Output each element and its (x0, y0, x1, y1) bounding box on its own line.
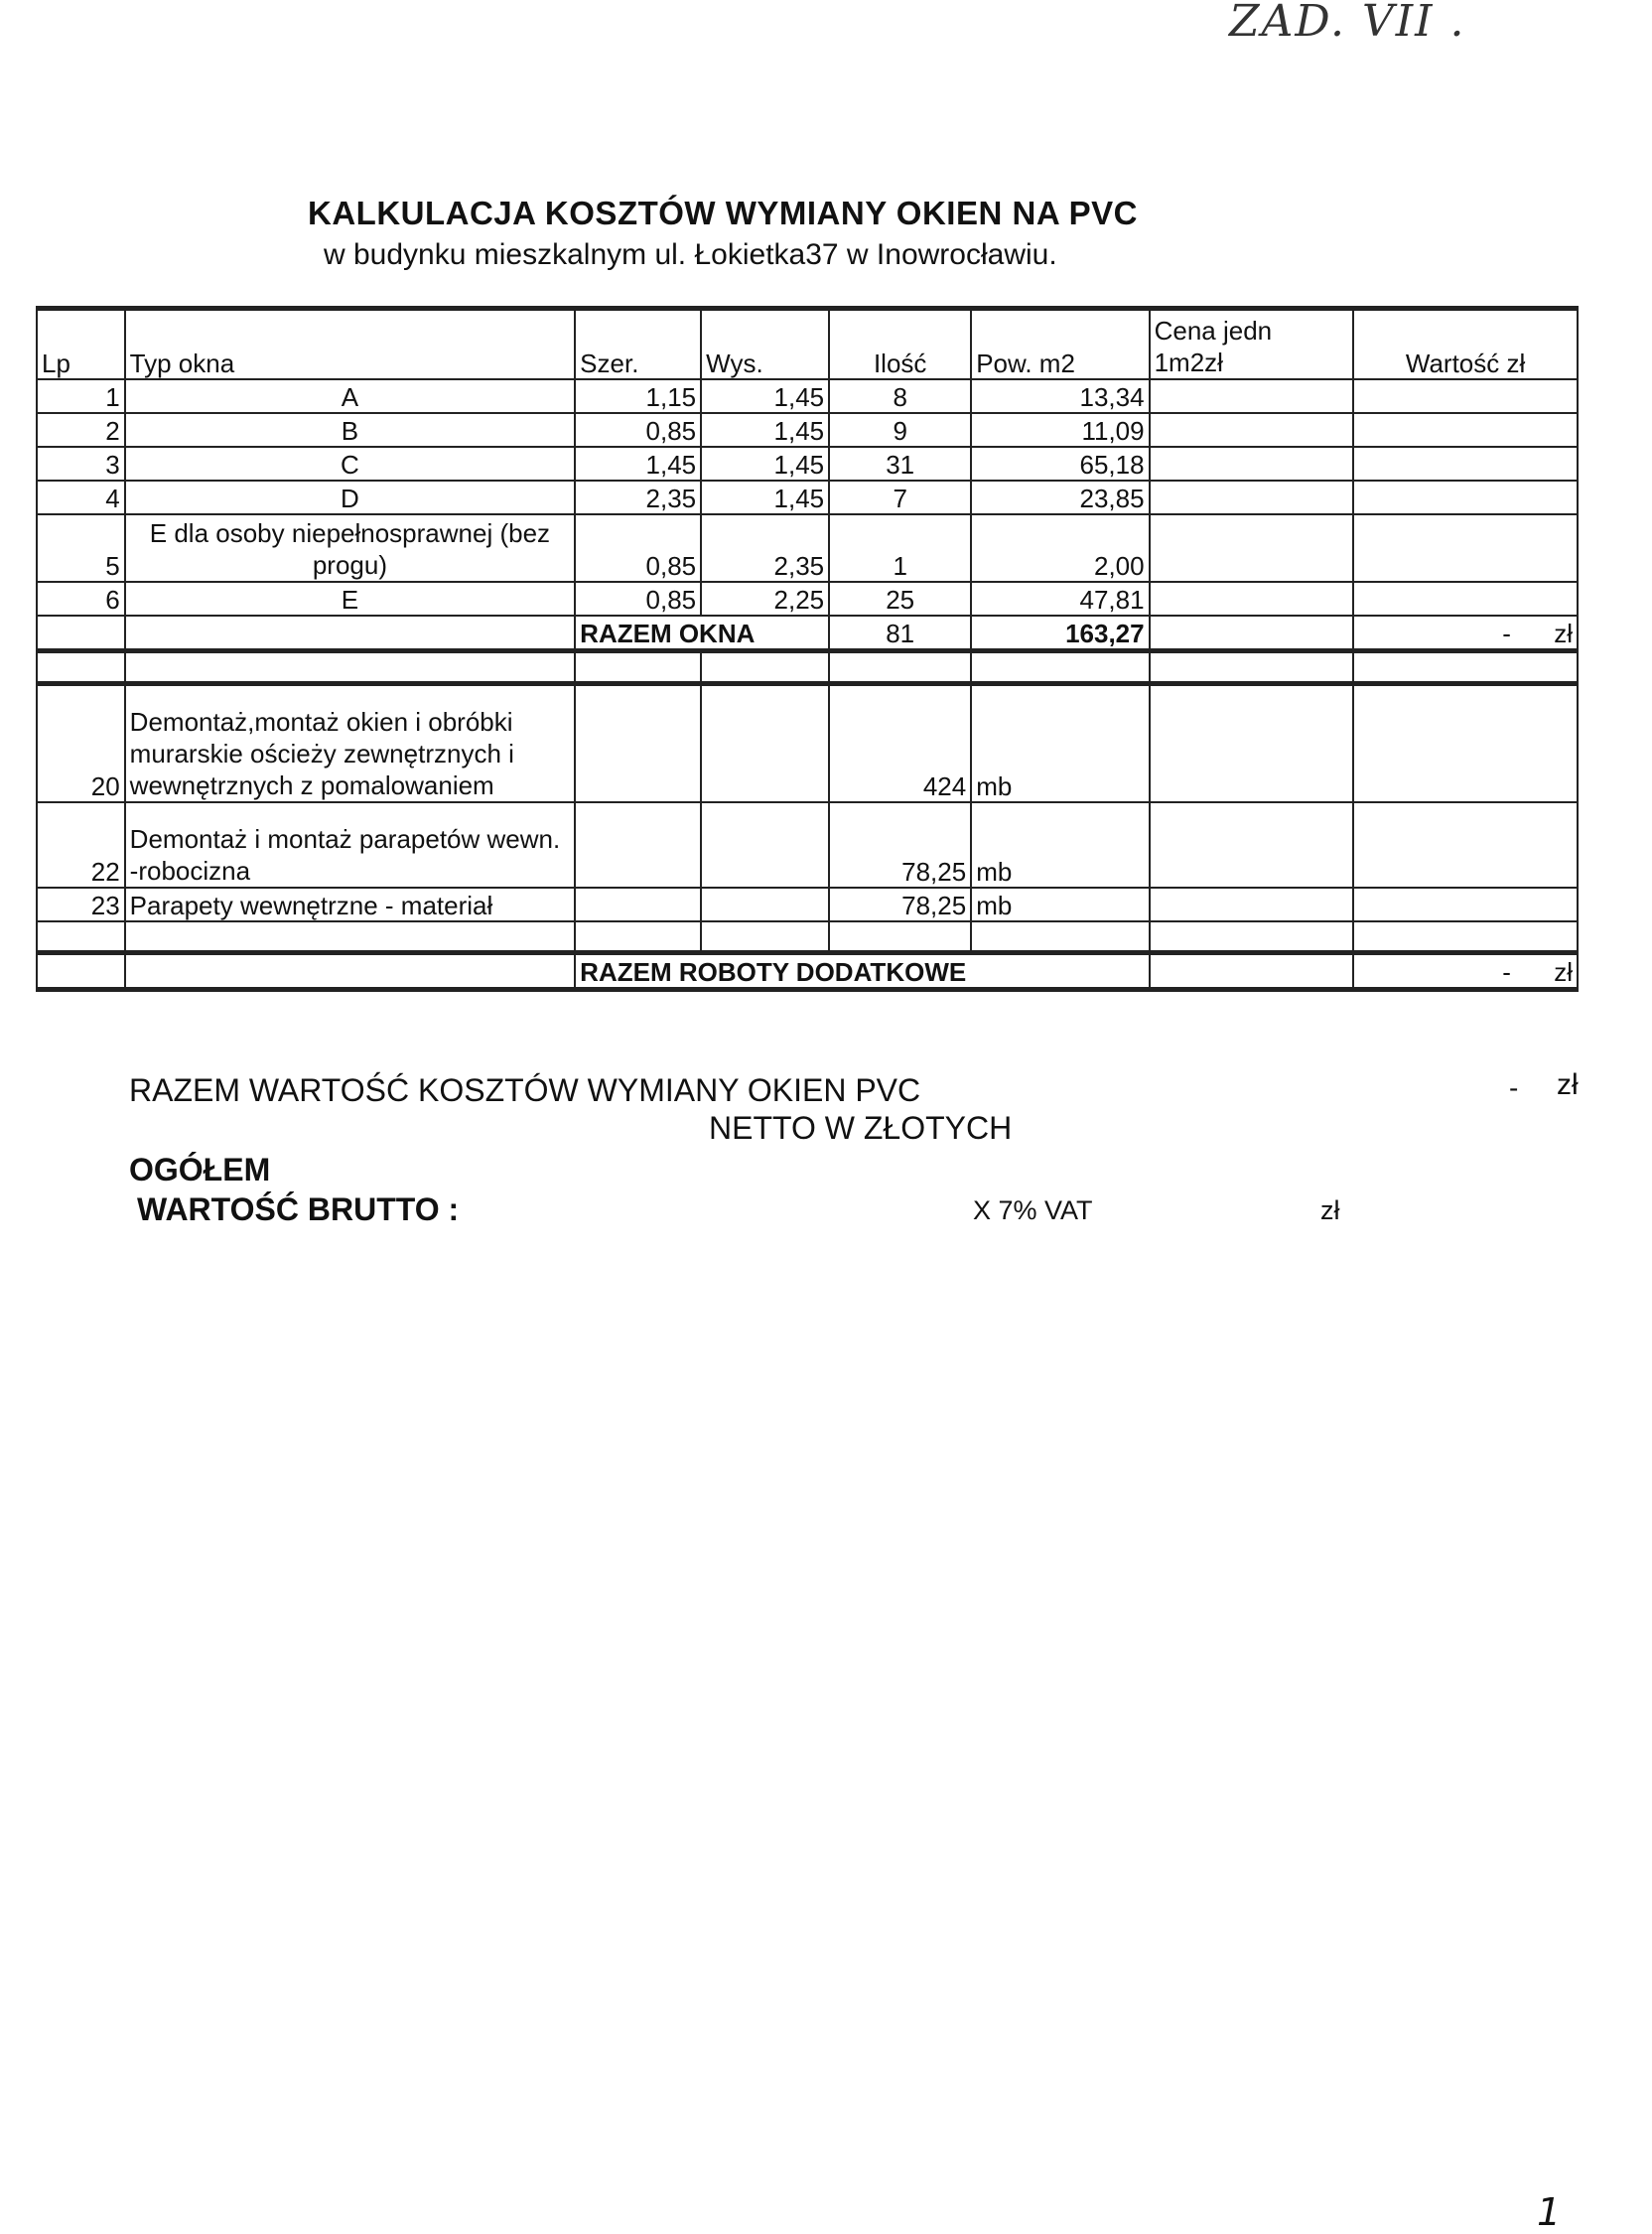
cell-unit: mb (971, 802, 1149, 888)
cell-cena (1150, 379, 1354, 413)
cell-empty (1150, 953, 1354, 990)
cell-empty (701, 802, 829, 888)
cell-empty (125, 651, 576, 684)
cell-ilosc: 424 (829, 684, 971, 803)
cell-empty (125, 616, 576, 651)
cell-empty (37, 651, 125, 684)
cell-szer: 0,85 (575, 582, 701, 616)
cell-pow: 13,34 (971, 379, 1149, 413)
cell-lp: 22 (37, 802, 125, 888)
cell-empty (701, 651, 829, 684)
cell-cena (1150, 481, 1354, 514)
document-title: KALKULACJA KOSZTÓW WYMIANY OKIEN NA PVC (308, 195, 1138, 231)
cell-empty (1150, 921, 1354, 953)
summary-vat-label: X 7% VAT (973, 1195, 1093, 1225)
summary-brutto-label: WARTOŚĆ BRUTTO : (137, 1191, 460, 1227)
cell-empty (701, 684, 829, 803)
cell-unit: mb (971, 684, 1149, 803)
cell-szer: 1,45 (575, 447, 701, 481)
cell-pow: 23,85 (971, 481, 1149, 514)
cell-empty (37, 616, 125, 651)
cell-wartosc (1353, 413, 1578, 447)
cell-cena (1150, 582, 1354, 616)
cell-wys: 1,45 (701, 481, 829, 514)
table-row (37, 582, 1578, 616)
cell-cena (1150, 447, 1354, 481)
document-subtitle: w budynku mieszkalnym ul. Łokietka37 w Inowrocławiu. (324, 238, 1057, 271)
cell-pow: 2,00 (971, 514, 1149, 582)
header-szer: Szer. (575, 309, 701, 380)
cell-wys: 2,35 (701, 514, 829, 582)
cell-empty (701, 888, 829, 921)
cell-typ: B (125, 413, 576, 447)
cell-wys: 1,45 (701, 447, 829, 481)
razem-okna-ilosc: 81 (829, 616, 971, 651)
header-ilosc: Ilość (829, 309, 971, 380)
cell-wys: 2,25 (701, 582, 829, 616)
cell-empty (971, 921, 1149, 953)
cell-empty (575, 651, 701, 684)
cell-desc: Parapety wewnętrzne - materiał (125, 888, 576, 921)
cell-empty (575, 684, 701, 803)
razem-roboty-row (37, 953, 1578, 990)
cell-wartosc (1353, 447, 1578, 481)
cell-empty (125, 921, 576, 953)
table-row-blank (37, 921, 1578, 953)
page-number: 1 (1537, 2190, 1562, 2234)
table-row (37, 684, 1578, 803)
cell-empty (1353, 888, 1578, 921)
header-wartosc: Wartość zł (1353, 309, 1578, 380)
cell-szer: 2,35 (575, 481, 701, 514)
cell-ilosc: 78,25 (829, 888, 971, 921)
cell-ilosc: 78,25 (829, 802, 971, 888)
cell-szer: 1,15 (575, 379, 701, 413)
razem-okna-label: RAZEM OKNA (575, 616, 829, 651)
cell-szer: 0,85 (575, 514, 701, 582)
cell-empty (575, 802, 701, 888)
summary-netto-label: NETTO W ZŁOTYCH (709, 1110, 1013, 1146)
cell-empty (829, 651, 971, 684)
table-row (37, 413, 1578, 447)
cell-empty (1353, 921, 1578, 953)
cell-lp: 4 (37, 481, 125, 514)
summary-total-label: RAZEM WARTOŚĆ KOSZTÓW WYMIANY OKIEN PVC (129, 1072, 921, 1108)
cell-empty (1353, 684, 1578, 803)
table-row (37, 379, 1578, 413)
cell-lp: 3 (37, 447, 125, 481)
cell-typ: D (125, 481, 576, 514)
cell-lp: 20 (37, 684, 125, 803)
cell-pow: 11,09 (971, 413, 1149, 447)
summary-total-currency: zł (1557, 1068, 1579, 1101)
cell-szer: 0,85 (575, 413, 701, 447)
cell-empty (1150, 616, 1354, 651)
table-row (37, 481, 1578, 514)
table-row (37, 802, 1578, 888)
table-header-row (37, 309, 1578, 380)
cell-empty (701, 921, 829, 953)
razem-okna-pow: 163,27 (971, 616, 1149, 651)
cell-empty (1150, 888, 1354, 921)
razem-roboty-zl: zł (1554, 957, 1573, 987)
table-row (37, 888, 1578, 921)
table-row-blank (37, 651, 1578, 684)
cell-empty (37, 921, 125, 953)
razem-roboty-label: RAZEM ROBOTY DODATKOWE (575, 953, 1149, 990)
cell-empty (125, 953, 576, 990)
handwritten-annotation: ZAD. VII . (1229, 0, 1466, 47)
cell-ilosc: 9 (829, 413, 971, 447)
cell-empty (575, 921, 701, 953)
header-cena-line2: 1m2zł (1154, 348, 1223, 377)
cell-empty (1353, 651, 1578, 684)
cell-empty (829, 921, 971, 953)
cell-empty (1150, 802, 1354, 888)
cell-lp: 1 (37, 379, 125, 413)
cell-empty (37, 953, 125, 990)
cell-desc: Demontaż,montaż okien i obróbki murarskie ościeży zewnętrznych i wewnętrznych z pomalowaniem (125, 684, 576, 803)
razem-okna-value (1353, 616, 1578, 651)
razem-okna-row (37, 616, 1578, 651)
razem-okna-dash: - (1502, 619, 1511, 648)
cell-wys: 1,45 (701, 413, 829, 447)
cell-ilosc: 1 (829, 514, 971, 582)
cell-empty (971, 651, 1149, 684)
cell-empty (1150, 651, 1354, 684)
razem-roboty-dash: - (1502, 957, 1511, 987)
cell-empty (1150, 684, 1354, 803)
header-wys: Wys. (701, 309, 829, 380)
cell-ilosc: 8 (829, 379, 971, 413)
cell-empty (575, 888, 701, 921)
cell-lp: 23 (37, 888, 125, 921)
cell-wartosc (1353, 582, 1578, 616)
cell-typ: A (125, 379, 576, 413)
header-lp: Lp (37, 309, 125, 380)
cell-typ: E dla osoby niepełnosprawnej (bez progu) (125, 514, 576, 582)
cell-desc: Demontaż i montaż parapetów wewn. -robocizna (125, 802, 576, 888)
summary-vat-currency: zł (1320, 1195, 1340, 1225)
header-pow: Pow. m2 (971, 309, 1149, 380)
cell-pow: 47,81 (971, 582, 1149, 616)
cell-wartosc (1353, 514, 1578, 582)
cell-lp: 6 (37, 582, 125, 616)
cell-typ: C (125, 447, 576, 481)
header-cena (1150, 309, 1354, 380)
cell-cena (1150, 514, 1354, 582)
cell-lp: 5 (37, 514, 125, 582)
cell-empty (1353, 802, 1578, 888)
header-cena-line1: Cena jedn (1154, 316, 1273, 346)
razem-roboty-value (1353, 953, 1578, 990)
cell-lp: 2 (37, 413, 125, 447)
cell-pow: 65,18 (971, 447, 1149, 481)
summary-ogolem-label: OGÓŁEM (129, 1152, 271, 1187)
cell-unit: mb (971, 888, 1149, 921)
table-row (37, 447, 1578, 481)
table-row (37, 514, 1578, 582)
razem-okna-zl: zł (1554, 619, 1573, 648)
cell-wys: 1,45 (701, 379, 829, 413)
summary-total-dash: - (1509, 1072, 1519, 1103)
header-typ-okna: Typ okna (125, 309, 576, 380)
calculation-table (36, 306, 1579, 992)
cell-typ: E (125, 582, 576, 616)
cell-ilosc: 7 (829, 481, 971, 514)
cell-ilosc: 31 (829, 447, 971, 481)
cell-ilosc: 25 (829, 582, 971, 616)
cell-wartosc (1353, 379, 1578, 413)
cell-wartosc (1353, 481, 1578, 514)
cell-cena (1150, 413, 1354, 447)
